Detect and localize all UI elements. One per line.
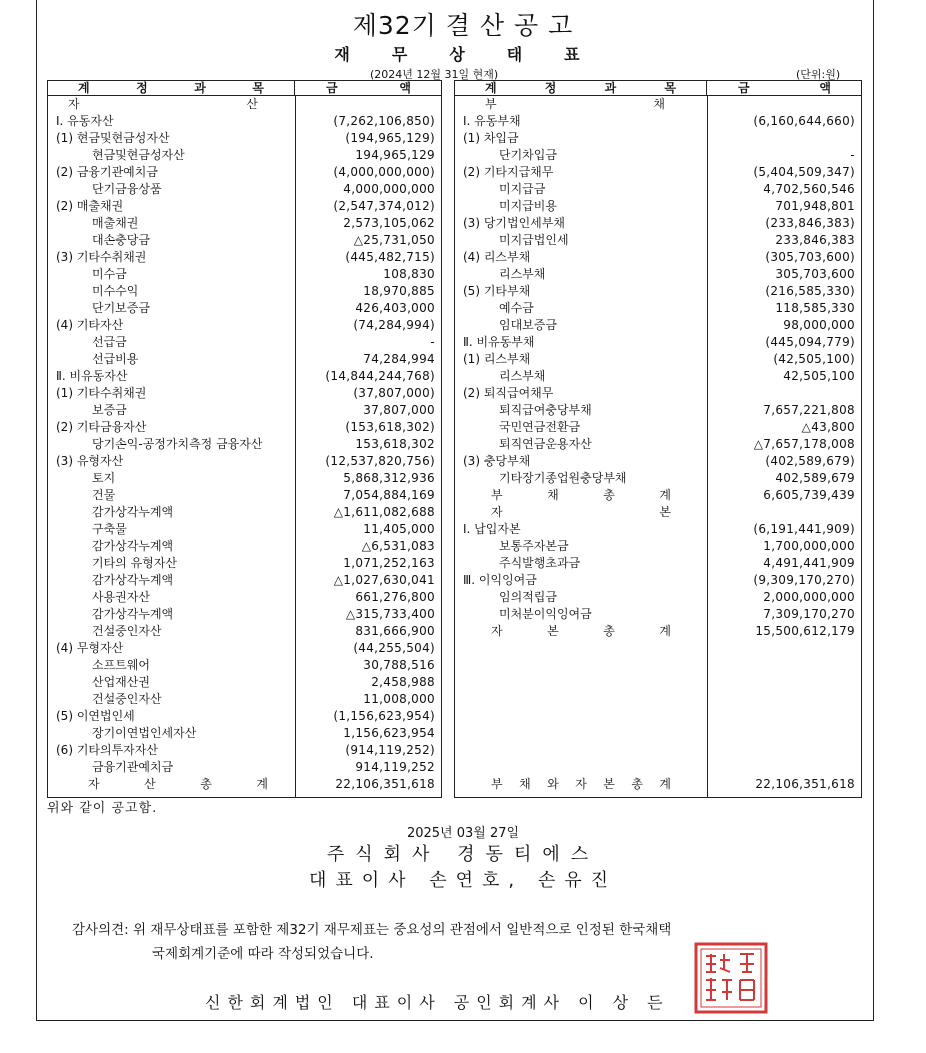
- table-row: [48, 640, 441, 657]
- account-name: 기타의 유형자산: [92, 556, 177, 570]
- account-name: 소프트웨어: [92, 658, 150, 672]
- table-row: [455, 181, 861, 198]
- account-amount: (5,404,509,347): [753, 165, 855, 179]
- grand-total-row-label: [491, 776, 671, 793]
- account-name: 단기보증금: [92, 301, 150, 315]
- audit-firm-seal-icon: [694, 942, 768, 1014]
- table-row: [455, 283, 861, 300]
- account-amount: 42,505,100: [783, 369, 855, 383]
- account-amount: △7,657,178,008: [753, 437, 855, 451]
- table-row: [48, 572, 441, 589]
- table-row: [455, 368, 861, 385]
- account-name: 구축물: [92, 522, 127, 536]
- account-column-header: 계 정 과 목: [48, 81, 295, 95]
- table-row: [455, 351, 861, 368]
- table-row: [48, 351, 441, 368]
- liabilities-section-label-char: 채: [653, 97, 665, 111]
- table-row: [455, 164, 861, 181]
- table-row: [455, 113, 861, 130]
- audit-opinion-line-1: 감사의견: 위 재무상태표를 포함한 제32기 재무제표는 중요성의 관점에서 일반적으로 인정된 한국채택: [72, 922, 672, 938]
- grand-total-row-label-char: 계: [659, 777, 671, 791]
- liabilities-table-header: [455, 81, 861, 96]
- assets-section-label-char: 자: [68, 97, 80, 111]
- account-amount: (42,505,100): [773, 352, 855, 366]
- table-row: [455, 385, 861, 402]
- assets-total-row-amount: 22,106,351,618: [335, 777, 435, 791]
- account-name: 건설중인자산: [92, 624, 162, 638]
- table-row: [455, 402, 861, 419]
- assets-section-label-char: 산: [246, 97, 258, 111]
- account-amount: (74,284,994): [353, 318, 435, 332]
- account-amount: 153,618,302: [355, 437, 435, 451]
- account-amount: 2,458,988: [371, 675, 435, 689]
- account-amount: 37,807,000: [363, 403, 435, 417]
- account-amount: (4,000,000,000): [333, 165, 435, 179]
- account-amount: (14,844,244,768): [325, 369, 435, 383]
- table-row: [48, 589, 441, 606]
- account-amount: (216,585,330): [765, 284, 855, 298]
- table-row: [455, 555, 861, 572]
- table-row: [48, 198, 441, 215]
- assets-section-label: [68, 96, 258, 113]
- account-amount: 402,589,679: [775, 471, 855, 485]
- account-amount: 1,700,000,000: [763, 539, 855, 553]
- account-amount: 305,703,600: [775, 267, 855, 281]
- account-name: (3) 충당부채: [463, 454, 531, 468]
- liabilities-section-label: [485, 96, 665, 113]
- assets-total-row-label-char: 계: [256, 777, 268, 791]
- account-amount: 7,657,221,808: [763, 403, 855, 417]
- table-row: [48, 725, 441, 742]
- assets-total-row: [48, 776, 441, 793]
- account-name: 단기금융상품: [92, 182, 162, 196]
- liabilities-total-row-amount: 6,605,739,439: [763, 488, 855, 502]
- account-name: (1) 현금및현금성자산: [56, 131, 170, 145]
- table-row: [48, 555, 441, 572]
- account-amount: (6,160,644,660): [753, 114, 855, 128]
- table-row: [455, 436, 861, 453]
- account-amount: △43,800: [801, 420, 855, 434]
- table-row: [455, 249, 861, 266]
- table-row: [48, 436, 441, 453]
- grand-total-row-label-char: 자: [575, 777, 587, 791]
- audit-firm: 신한회계법인 대표이사 공인회계사 이 상 든: [205, 993, 670, 1012]
- account-amount: 18,970,885: [363, 284, 435, 298]
- account-name: (1) 리스부채: [463, 352, 531, 366]
- account-amount: 7,054,884,169: [343, 488, 435, 502]
- assets-section-header: [48, 96, 441, 113]
- account-amount: 7,309,170,270: [763, 607, 855, 621]
- account-amount: 831,666,900: [355, 624, 435, 638]
- account-amount: 108,830: [383, 267, 435, 281]
- table-row: [455, 198, 861, 215]
- account-amount: 194,965,129: [355, 148, 435, 162]
- account-name: 예수금: [499, 301, 534, 315]
- table-row: [455, 317, 861, 334]
- account-name: 선급비용: [92, 352, 139, 366]
- table-row: [48, 470, 441, 487]
- account-amount: △25,731,050: [353, 233, 435, 247]
- liabilities-total-row-label-char: 부: [491, 488, 503, 502]
- account-name: (3) 당기법인세부채: [463, 216, 565, 230]
- account-name: 금융기관예치금: [92, 760, 174, 774]
- equity-total-row-label-char: 자: [491, 624, 503, 638]
- grand-total-row: [455, 776, 861, 793]
- table-row: [48, 147, 441, 164]
- account-amount: -: [850, 148, 855, 162]
- notice-text: 위와 같이 공고함.: [47, 801, 158, 816]
- account-name: Ⅰ. 유동부채: [463, 114, 521, 128]
- account-name: 매출채권: [92, 216, 139, 230]
- account-amount: 4,000,000,000: [343, 182, 435, 196]
- grand-total-row-amount: 22,106,351,618: [755, 777, 855, 791]
- unit-label: (단위:원): [796, 68, 841, 81]
- grand-total-row-label-char: 본: [603, 777, 615, 791]
- table-row: [48, 266, 441, 283]
- equity-total-row: [455, 623, 861, 640]
- account-amount: 4,491,441,909: [763, 556, 855, 570]
- account-name: 미지급비용: [499, 199, 557, 213]
- table-row: [455, 334, 861, 351]
- account-name: 장기이연법인세자산: [92, 726, 197, 740]
- liabilities-total-row: [455, 487, 861, 504]
- table-row: [455, 300, 861, 317]
- account-amount: (1,156,623,954): [333, 709, 435, 723]
- account-name: (3) 기타수취채권: [56, 250, 147, 264]
- account-name: 감가상각누계액: [92, 539, 174, 553]
- table-row: [48, 113, 441, 130]
- table-row: [48, 742, 441, 759]
- account-amount: 2,573,105,062: [343, 216, 435, 230]
- liabilities-total-row-label-char: 채: [547, 488, 559, 502]
- account-amount: (6,191,441,909): [753, 522, 855, 536]
- equity-total-row-amount: 15,500,612,179: [755, 624, 855, 638]
- account-amount: 4,702,560,546: [763, 182, 855, 196]
- account-name: Ⅱ. 비유동자산: [56, 369, 128, 383]
- table-row: [48, 385, 441, 402]
- account-name: 선급금: [92, 335, 127, 349]
- table-row: [48, 300, 441, 317]
- grand-total-row-label-char: 채: [519, 777, 531, 791]
- account-amount: 701,948,801: [775, 199, 855, 213]
- account-amount: 914,119,252: [355, 760, 435, 774]
- table-row: [48, 691, 441, 708]
- account-amount: 1,071,252,163: [343, 556, 435, 570]
- account-name: (4) 리스부채: [463, 250, 531, 264]
- account-name: (2) 금융기관예치금: [56, 165, 158, 179]
- account-name: (5) 기타부채: [463, 284, 531, 298]
- company-name: 주식회사 경동티에스: [326, 844, 600, 865]
- assets-total-row-label-char: 자: [88, 777, 100, 791]
- table-row: [455, 572, 861, 589]
- account-name: 당기손익-공정가치측정 금융자산: [92, 437, 263, 451]
- account-name: 감가상각누계액: [92, 573, 174, 587]
- assets-total-row-label-char: 총: [200, 777, 212, 791]
- table-row: [455, 521, 861, 538]
- grand-total-row-label-char: 부: [491, 777, 503, 791]
- account-name: 리스부채: [499, 369, 546, 383]
- account-amount: (37,807,000): [353, 386, 435, 400]
- account-amount: (44,255,504): [353, 641, 435, 655]
- audit-opinion-line-2: 국제회계기준에 따라 작성되었습니다.: [152, 946, 374, 962]
- account-amount: 74,284,994: [363, 352, 435, 366]
- account-name: 리스부채: [499, 267, 546, 281]
- assets-total-row-label: [88, 776, 268, 793]
- table-row: [48, 130, 441, 147]
- table-row: [48, 674, 441, 691]
- account-amount: (9,309,170,270): [753, 573, 855, 587]
- table-row: [48, 504, 441, 521]
- liabilities-equity-table: [454, 80, 862, 798]
- account-amount: (2,547,374,012): [333, 199, 435, 213]
- account-amount: △6,531,083: [361, 539, 435, 553]
- publication-date: 2025년 03월 27일: [406, 826, 520, 841]
- table-row: [48, 249, 441, 266]
- liabilities-total-row-label-char: 계: [659, 488, 671, 502]
- table-row: [455, 130, 861, 147]
- account-name: (6) 기타의투자자산: [56, 743, 158, 757]
- account-amount: △1,027,630,041: [333, 573, 435, 587]
- account-amount: (233,846,383): [765, 216, 855, 230]
- account-name: 국민연금전환금: [499, 420, 581, 434]
- table-row: [455, 538, 861, 555]
- table-row: [48, 181, 441, 198]
- account-name: 사용권자산: [92, 590, 150, 604]
- page-title: 제32기 결 산 공 고: [352, 11, 574, 40]
- amount-column-header: 금 액: [738, 81, 831, 95]
- grand-total-row-label-char: 와: [547, 777, 559, 791]
- account-name: 미처분이익잉여금: [499, 607, 592, 621]
- equity-section-header: [455, 504, 861, 521]
- account-amount: (7,262,106,850): [333, 114, 435, 128]
- account-name: 기타장기종업원충당부채: [499, 471, 627, 485]
- table-row: [48, 606, 441, 623]
- table-row: [48, 215, 441, 232]
- account-name: (3) 유형자산: [56, 454, 124, 468]
- report-date: (2024년 12월 31일 현재): [370, 68, 499, 81]
- account-name: 미지급금: [499, 182, 546, 196]
- account-amount: (194,965,129): [345, 131, 435, 145]
- account-amount: 5,868,312,936: [343, 471, 435, 485]
- table-row: [48, 538, 441, 555]
- account-name: Ⅰ. 납입자본: [463, 522, 521, 536]
- table-row: [48, 521, 441, 538]
- liabilities-section-label-char: 부: [485, 97, 497, 111]
- table-row: [455, 589, 861, 606]
- table-row: [48, 623, 441, 640]
- table-row: [455, 419, 861, 436]
- account-name: 보통주자본금: [499, 539, 569, 553]
- table-row: [48, 402, 441, 419]
- account-amount: 118,585,330: [775, 301, 855, 315]
- account-name: 대손충당금: [92, 233, 150, 247]
- account-amount: (402,589,679): [765, 454, 855, 468]
- account-amount: (305,703,600): [765, 250, 855, 264]
- account-amount: 98,000,000: [783, 318, 855, 332]
- account-name: 임대보증금: [499, 318, 557, 332]
- account-name: 건설중인자산: [92, 692, 162, 706]
- account-name: 보증금: [92, 403, 127, 417]
- account-amount: (445,482,715): [345, 250, 435, 264]
- table-row: [48, 283, 441, 300]
- assets-table-header: [48, 81, 441, 96]
- table-row: [48, 232, 441, 249]
- account-name: 퇴직급여충당부채: [499, 403, 592, 417]
- account-name: (1) 차입금: [463, 131, 519, 145]
- account-amount: 30,788,516: [363, 658, 435, 672]
- account-amount: (914,119,252): [345, 743, 435, 757]
- account-name: 주식발행초과금: [499, 556, 581, 570]
- table-row: [455, 606, 861, 623]
- account-amount: 661,276,800: [355, 590, 435, 604]
- table-row: [48, 368, 441, 385]
- assets-total-row-label-char: 산: [144, 777, 156, 791]
- table-row: [48, 487, 441, 504]
- table-row: [48, 657, 441, 674]
- statement-title: 재무상태표: [334, 45, 622, 64]
- table-row: [455, 266, 861, 283]
- account-name: Ⅰ. 유동자산: [56, 114, 114, 128]
- table-row: [48, 759, 441, 776]
- account-amount: 233,846,383: [775, 233, 855, 247]
- account-name: (4) 무형자산: [56, 641, 124, 655]
- account-name: (2) 기타지급채무: [463, 165, 554, 179]
- equity-total-row-label-char: 총: [603, 624, 615, 638]
- ceo-names: 대표이사 손연호, 손유진: [308, 870, 618, 891]
- liabilities-total-row-label: [491, 487, 671, 504]
- account-name: (4) 기타자산: [56, 318, 124, 332]
- table-row: [455, 470, 861, 487]
- account-amount: (12,537,820,756): [325, 454, 435, 468]
- account-name: 미지급법인세: [499, 233, 569, 247]
- assets-table: [47, 80, 442, 798]
- equity-section-label-char: 자: [491, 505, 503, 519]
- table-row: [455, 147, 861, 164]
- account-name: 감가상각누계액: [92, 607, 174, 621]
- equity-section-label: [491, 504, 671, 521]
- account-name: 감가상각누계액: [92, 505, 174, 519]
- account-name: 단기차입금: [499, 148, 557, 162]
- account-amount: 11,405,000: [363, 522, 435, 536]
- account-column-header: 계 정 과 목: [455, 81, 707, 95]
- equity-total-row-label-char: 계: [659, 624, 671, 638]
- table-row: [48, 708, 441, 725]
- account-name: 건물: [92, 488, 116, 502]
- account-name: 임의적립금: [499, 590, 557, 604]
- account-name: (2) 기타금융자산: [56, 420, 147, 434]
- account-amount: -: [430, 335, 435, 349]
- grand-total-row-label-char: 총: [631, 777, 643, 791]
- table-row: [455, 215, 861, 232]
- account-name: (5) 이연법인세: [56, 709, 135, 723]
- account-amount: (445,094,779): [765, 335, 855, 349]
- account-amount: △315,733,400: [345, 607, 435, 621]
- table-row: [455, 453, 861, 470]
- account-amount: 426,403,000: [355, 301, 435, 315]
- equity-total-row-label-char: 본: [547, 624, 559, 638]
- liabilities-total-row-label-char: 총: [603, 488, 615, 502]
- account-name: 미수금: [92, 267, 127, 281]
- table-row: [48, 164, 441, 181]
- account-name: (2) 매출채권: [56, 199, 124, 213]
- account-amount: △1,611,082,688: [333, 505, 435, 519]
- account-name: Ⅲ. 이익잉여금: [463, 573, 537, 587]
- account-name: 현금및현금성자산: [92, 148, 185, 162]
- table-row: [455, 232, 861, 249]
- liabilities-section-header: [455, 96, 861, 113]
- account-name: 토지: [92, 471, 116, 485]
- account-name: Ⅱ. 비유동부채: [463, 335, 535, 349]
- account-name: 퇴직연금운용자산: [499, 437, 592, 451]
- table-row: [48, 453, 441, 470]
- equity-total-row-label: [491, 623, 671, 640]
- account-amount: 1,156,623,954: [343, 726, 435, 740]
- table-row: [48, 419, 441, 436]
- account-name: (2) 퇴직급여채무: [463, 386, 554, 400]
- account-amount: 2,000,000,000: [763, 590, 855, 604]
- account-name: 미수수익: [92, 284, 139, 298]
- equity-section-label-char: 본: [659, 505, 671, 519]
- amount-column-header: 금 액: [326, 81, 411, 95]
- table-row: [48, 334, 441, 351]
- account-name: (1) 기타수취채권: [56, 386, 147, 400]
- account-name: 산업재산권: [92, 675, 150, 689]
- account-amount: 11,008,000: [363, 692, 435, 706]
- table-row: [48, 317, 441, 334]
- account-amount: (153,618,302): [345, 420, 435, 434]
